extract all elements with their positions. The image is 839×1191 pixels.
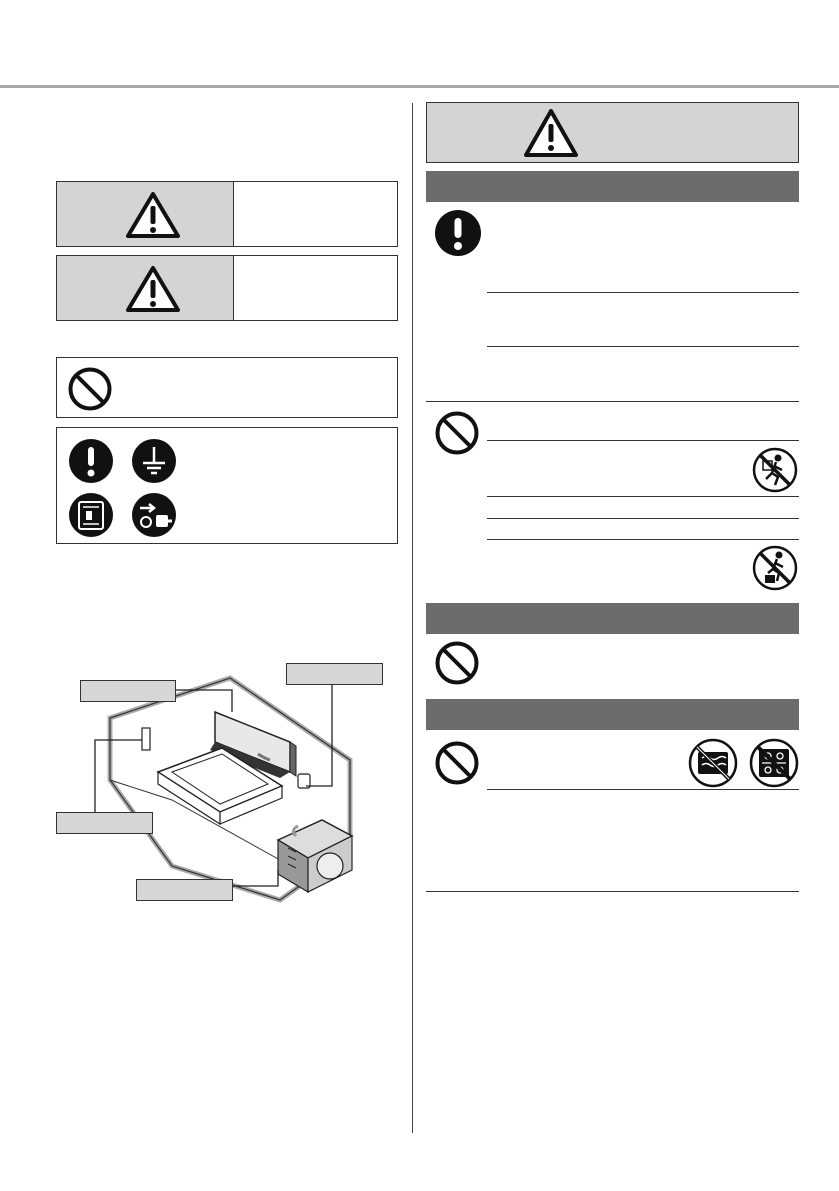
prohibition-icon: [434, 640, 480, 686]
exclamation-circle-icon: [435, 210, 481, 256]
callout-label-accessory: [286, 663, 383, 685]
prohibition-legend-box: [56, 357, 398, 418]
no-stepping-icon: [752, 447, 798, 493]
callout-label-remote: [56, 812, 153, 834]
prohibition-icon: [67, 366, 113, 412]
warning-header-box: [426, 102, 799, 163]
divider: [487, 496, 799, 497]
warning-triangle-icon: [125, 265, 181, 313]
divider: [487, 518, 799, 519]
callout-label-outdoor-unit: [136, 879, 233, 901]
prohibition-icon: [434, 410, 480, 456]
divider: [487, 440, 799, 441]
callout-label-indoor-unit: [80, 680, 176, 702]
section-band-3: [426, 699, 799, 730]
exclamation-circle-icon: [69, 439, 113, 483]
mandatory-legend-box: [56, 427, 398, 544]
column-divider: [412, 103, 413, 1133]
divider: [487, 539, 799, 540]
divider: [487, 292, 799, 293]
circuit-breaker-icon: [69, 493, 113, 537]
no-stepping-icon: [752, 545, 798, 591]
unplug-icon: [132, 493, 176, 537]
ground-earth-icon: [132, 439, 176, 483]
prohibition-icon: [434, 740, 480, 786]
section-band-1: [426, 171, 799, 202]
warning-triangle-icon: [125, 191, 181, 239]
section-divider: [426, 401, 799, 402]
warning-triangle-icon: [523, 108, 579, 158]
divider: [487, 789, 799, 790]
section-band-2: [426, 603, 799, 634]
no-radio-interference-icon: [688, 738, 738, 788]
section-end-divider: [426, 891, 799, 892]
header-rule: [0, 85, 839, 88]
no-water-icon: [749, 738, 799, 788]
caution-level-box: [56, 255, 398, 321]
warning-level-box: [56, 181, 398, 247]
divider: [487, 346, 799, 347]
